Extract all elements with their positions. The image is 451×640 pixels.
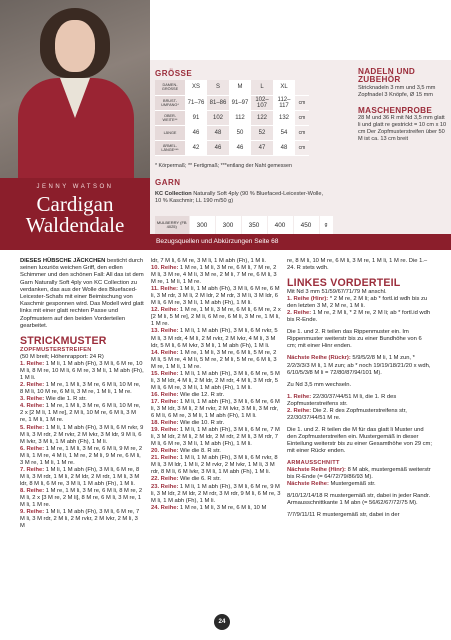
size-note: * Körpermaß; ** Fertigmaß; ***entlang der Naht gemessen xyxy=(155,163,292,169)
nadeln-text: Stricknadeln 3 mm und 3,5 mm Zopfnadel 3 Knöpfe, Ø 15 mm xyxy=(358,84,436,98)
size-row xyxy=(155,110,309,125)
yarn-table xyxy=(155,216,334,234)
size-cell: 46 xyxy=(229,140,251,155)
size-cell: 46 xyxy=(185,125,207,140)
size-row xyxy=(155,95,309,110)
yarn-row-label: MULBERRY (FB 4025) xyxy=(155,216,189,234)
photo-face xyxy=(55,20,95,72)
yarn-amount: 300 xyxy=(215,216,241,234)
pattern-row: 13. Reihe: 1 M li, 1 M abh (Fh), 3 M li, 6 M rvkr, 5 M li, 3 M rdr, 4 M li, 2 M rvkr, 2 M lvkr, 4 M li, 3 M ldr, 5 M li, 6 M lvkr, 3 M li, 1 M abh (Fh), 1 M li. xyxy=(151,328,278,349)
size-unit: cm xyxy=(295,110,309,125)
size-cell: S xyxy=(207,80,229,95)
garn-text: KC Collection Naturally Soft 4ply (90 % Bluefaced-Leicester-Wolle, 10 % Kaschmir; LL 190 m/50 g) xyxy=(155,191,324,204)
pattern-row: 21. Reihe: 1 M li, 1 M abh (Fh), 3 M li, 6 M rvkr, 8 M li, 3 M ldr, 1 M li, 2 M rvkr, 2 M lvkr, 1 M li, 3 M rdr, 8 M li, 6 M lvkr, 3 M li, 1 M abh (Fh), 1 M li. xyxy=(151,455,278,476)
armausschnitt-subheading: ARMAUSSCHNITT xyxy=(287,460,340,467)
yarn-amount: 300 xyxy=(189,216,215,234)
pattern-row: 2. Reihe: 1 M re, 2 M li, * 2 M re, 2 M li; ab * fortl.id wdh bis R-Ende. xyxy=(287,310,431,324)
size-cell: 132 xyxy=(273,110,295,125)
size-cell: 52 xyxy=(251,125,273,140)
pattern-row: 11. Reihe: 1 M li, 1 M abh (Fh), 3 M li, 6 M re, 6 M li, 3 M rdr, 3 M li, 2 M ldr, 2 M rdr, 3 M li, 3 M ldr, 6 M li, 6 M re, 3 M li, 1 M abh (Fh), 1 M li. xyxy=(151,286,280,307)
yarn-amount: 400 xyxy=(267,216,293,234)
size-cell: 91–97 xyxy=(229,95,251,110)
pattern-row: 7. Reihe: 1 M li, 1 M abh (Fh), 3 M li, 6 M re, 8 M li, 3 M rdr, 1 M li, 2 M ldr, 2 M rdr, 1 M li, 3 M ldr, 8 M li, 6 M re, 3 M li, 1 M abh (Fh), 1 M li. xyxy=(20,466,140,487)
column-3 xyxy=(287,258,432,519)
size-table xyxy=(155,80,309,156)
intro-paragraph: DIESES HÜBSCHE JÄCKCHEN besticht durch seinen luxuriös weichen Griff, den edlen Schimmer und den schönen Fall: All das ist dem Garn Naturally Soft 4ply von KC Collection zu verdanken, das aus der Wolle des Bluefaced-Leicester-Schafs mit einer Beimischung von Kaschmir gesponnen wird. Das Modell wird glatt links mit einer glatt rechten Passe und Zopfmustern auf den beiden Vorderteilen gearbeitet. xyxy=(20,258,144,329)
size-cell: 47 xyxy=(251,140,273,155)
armhole-continue: 7/7/9/11/11 R mustergemäß str, dabei in der xyxy=(287,512,400,519)
size-cell: 48 xyxy=(273,140,295,155)
armhole-decrease: 8/10/12/14/18 R mustergemäß str, dabei in jeder Randr. Armausschnittkante 1 M abn (= 56/62/67/72/75 M). xyxy=(287,493,431,507)
continued-text: ldr, 7 M li, 6 M re, 3 M li, 1 M abh (Fh), 1 M li. xyxy=(151,258,266,264)
needle-change: Zu Nd 3,5 mm wechseln. xyxy=(287,381,352,388)
pattern-row: 10. Reihe: 1 M re, 1 M li, 3 M re, 6 M li, 7 M re, 2 M li, 3 M re, 4 M li, 3 M re, 2 M li, 7 M re, 6 M li, 3 M re, 1 M li, 1 M re. xyxy=(151,265,277,286)
size-cell: XS xyxy=(185,80,207,95)
pattern-row: 1. Reihe: 22/30/37/44/51 M li, die 1. R des Zopfmusterstreifens str. xyxy=(287,393,397,407)
size-row xyxy=(155,125,309,140)
size-unit: cm xyxy=(295,125,309,140)
size-row-label: OBER-WEITE** xyxy=(155,110,185,125)
continued-text: re, 8 M li, 10 M re, 6 M li, 3 M re, 1 M li, 1 M re. Die 1.–24. R stets wdh. xyxy=(287,258,428,272)
size-cell: 102 xyxy=(207,110,229,125)
size-row xyxy=(155,140,309,155)
size-cell: 91 xyxy=(185,110,207,125)
cast-on: Mit Nd 3 mm 51/59/67/71/79 M anschl. xyxy=(287,289,387,296)
pattern-row: 17. Reihe: 1 M li, 1 M abh (Fh), 3 M li, 6 M re, 6 M li, 3 M ldr, 3 M li, 2 M rvkr, 2 M lvkr, 3 M li, 3 M rdr, 6 M li, 6 M re, 3 M li, 1 M abh (Fh), 1 M li. xyxy=(151,398,280,420)
size-row-label: LÄNGE xyxy=(155,125,185,140)
pattern-row: 8. Reihe: 1 M re, 1 M li, 3 M re, 6 M li, 8 M re, 2 M li, 2 x [3 M re, 2 M li], 8 M re, 6 M li, 3 M re, 1 M li, 1 M re. xyxy=(20,487,143,509)
size-cell: 46 xyxy=(207,140,229,155)
zopfmuster-subheading: ZOPFMUSTERSTREIFEN xyxy=(20,347,92,354)
groesse-heading: GRÖSSE xyxy=(155,69,193,78)
designer-name: JENNY WATSON xyxy=(36,184,114,190)
maschenprobe-heading: MASCHENPROBE xyxy=(358,105,433,115)
armhole-row-2: Nächste Reihe: Mustergemäß str. xyxy=(287,481,376,488)
pattern-row: 14. Reihe: 1 M re, 1 M li, 3 M re, 6 M li, 5 M re, 2 M li, 5 M re, 4 M li, 5 M re, 2 M li, 5 M re, 6 M li, 3 M re, 1 M li, 1 M re. xyxy=(151,349,277,370)
increase-row: Nächste Reihe (Rückr): 5/9/5/2/8 M li, 1 M zun, * 2/2/3/3/3 M li, 1 M zun; ab * noch 19/19/18/21/20 x wdh, 6/10/5/3/8 M li = 72/80/87/94/101 M). xyxy=(287,355,431,376)
yarn-unit: g xyxy=(319,216,333,234)
yarn-amount: 350 xyxy=(241,216,267,234)
nadeln-heading: NADELN UND ZUBEHÖR xyxy=(358,67,416,85)
page-number: 24 xyxy=(214,614,230,630)
pattern-row: 18. Reihe: Wie die 10. R str. xyxy=(151,420,225,427)
pattern-row: 24. Reihe: 1 M re, 1 M li, 3 M re, 6 M li, 10 M xyxy=(151,504,267,511)
pattern-row: 2. Reihe: 1 M re, 1 M li, 3 M re, 6 M li, 10 M re, 8 M li, 10 M re, 6 M li, 3 M re, 1 M li, 1 M re. xyxy=(20,382,141,396)
column-1 xyxy=(20,258,144,530)
col2-rows xyxy=(151,265,281,512)
size-cell: 71–76 xyxy=(185,95,207,110)
linkes-vorderteil-heading: LINKES VORDERTEIL xyxy=(287,277,401,290)
size-row xyxy=(155,80,309,95)
pattern-rows xyxy=(287,394,432,422)
bezugsquellen-link[interactable]: Bezugsquellen und Abkürzungen Seite 68 xyxy=(150,234,451,250)
col1-rows xyxy=(20,361,144,530)
size-cell: XL xyxy=(273,80,295,95)
yarn-amount: 450 xyxy=(293,216,319,234)
size-row-label: DAMEN-GRÖSSE xyxy=(155,80,185,95)
size-cell: L xyxy=(251,80,273,95)
size-unit xyxy=(295,80,309,95)
size-cell: 50 xyxy=(229,125,251,140)
size-cell: 112 xyxy=(229,110,251,125)
maschenprobe-text: 28 M und 36 R mit Nd 3,5 mm glatt li und glatt re gestrickt = 10 cm x 10 cm Der Zopfmusterstreifen über 50 M ist ca. 13 cm breit xyxy=(358,115,447,143)
size-unit: cm xyxy=(295,95,309,110)
pattern-row: 1. Reihe: 1 M li, 1 M abh (Fh), 3 M li, 6 M re, 10 M li, 8 M re, 10 M li, 6 M re, 3 M li, 1 M abh (Fh), 1 M li. xyxy=(20,361,144,382)
pattern-row: 16. Reihe: Wie die 12. R str. xyxy=(151,391,225,398)
column-2 xyxy=(151,258,281,512)
size-cell: 122 xyxy=(251,110,273,125)
pattern-row: 12. Reihe: 1 M re, 1 M li, 3 M re, 6 M li, 6 M re, 2 x [2 M li, 5 M re], 2 M li, 6 M re, 6 M li, 3 M re, 1 M li, 1 M re. xyxy=(151,307,281,328)
size-cell: 81–86 xyxy=(207,95,229,110)
rib-text: Die 1. und 2. R teilen das Rippenmuster ein. Im Rippenmuster weiterstr bis zu einer Bundhöhe von 6 cm; mit einer Hinr enden. xyxy=(287,329,422,350)
pattern-text: Die 1. und 2. R teilen die M für das glatt li Muster und den Zopfmusterstreifen ein. Mustergemäß in dieser Einteilung weiterstr bis zu einer Gesamthöhe von 29 cm; mit einer Rückr enden. xyxy=(287,426,432,454)
size-cell: M xyxy=(229,80,251,95)
size-cell: 112–117 xyxy=(273,95,295,110)
pattern-row: 3. Reihe: Wie die 1. R str. xyxy=(20,396,87,403)
pattern-row: 5. Reihe: 1 M li, 1 M abh (Fh), 3 M li, 6 M rvkr, 9 M li, 3 M rdr, 2 M rvkr, 2 M lvkr, 3 M ldr, 9 M li, 6 M lvkr, 3 M li, 1 M abh (Fh), 1 M li. xyxy=(20,424,144,445)
pattern-title: Cardigan Waldendale xyxy=(25,192,125,237)
garn-heading: GARN xyxy=(155,178,181,187)
pattern-row: 9. Reihe: 1 M li, 1 M abh (Fh), 3 M li, 6 M re, 7 M li, 3 M rdr, 2 M li, 2 M rvkr, 2 M lvkr, 2 M li, 3 M xyxy=(20,509,140,530)
pattern-row: 6. Reihe: 1 M re, 1 M li, 3 M re, 6 M li, 9 M re, 2 M li, 1 M re, 4 M li, 1 M re, 2 M li, 9 M re, 6 M li, 3 M re, 1 M li, 1 M re. xyxy=(20,445,143,466)
armhole-row: Nächste Reihe (Hinr): 8 M abk, mustergemäß weiterstr bis R-Ende (= 64/72/79/86/93 M). xyxy=(287,467,431,481)
pattern-row: 2. Reihe: Die 2. R des Zopfmusterstreifens str, 22/30/37/44/51 M re. xyxy=(287,407,407,421)
size-row-label: BRUST-UMFANG* xyxy=(155,95,185,110)
strickmuster-heading: STRICKMUSTER xyxy=(20,335,107,348)
size-cell: 102–107 xyxy=(251,95,273,110)
zopfmuster-note: (50 M breit; Höhenrapport: 24 R) xyxy=(20,354,104,361)
size-cell: 42 xyxy=(185,140,207,155)
right-info-column xyxy=(358,68,448,151)
size-row-label: ÄRMEL-LÄNGE*** xyxy=(155,140,185,155)
size-cell: 54 xyxy=(273,125,295,140)
size-unit: cm xyxy=(295,140,309,155)
pattern-row: 20. Reihe: Wie die 8. R str. xyxy=(151,448,221,455)
pattern-row: 19. Reihe: 1 M li, 1 M abh (Fh), 3 M li, 6 M re, 7 M li, 3 M ldr, 2 M li, 2 M ldr, 2 M rdr, 2 M li, 3 M rdr, 7 M li, 6 M re, 3 M li, 1 M abh (Fh), 1 M li. xyxy=(151,427,280,448)
size-cell: 48 xyxy=(207,125,229,140)
pattern-row: 4. Reihe: 1 M re, 1 M li, 3 M re, 6 M li, 10 M re, 2 x [2 M li, 1 M re], 2 M li, 10 M re, 6 M li, 3 M re, 1 M li, 1 M re. xyxy=(20,403,141,424)
rib-rows xyxy=(287,296,432,324)
pattern-row: 22. Reihe: Wie die 6. R str. xyxy=(151,476,221,483)
pattern-row: 1. Reihe (Hinr): * 2 M re, 2 M li; ab * fortl.id wdh bis zu den letzten 3 M, 2 M re, 1 M li. xyxy=(287,296,428,310)
pattern-row: 23. Reihe: 1 M li, 1 M abh (Fh), 3 M li, 6 M re, 9 M li, 3 M ldr, 2 M ldr, 2 M rdr, 3 M rdr, 9 M li, 6 M re, 3 M li, 1 M abh (Fh), 1 M li. xyxy=(151,483,281,504)
pattern-row: 15. Reihe: 1 M li, 1 M abh (Fh), 3 M li, 6 M re, 5 M li, 3 M ldr, 4 M li, 2 M ldr, 2 M rdr, 4 M li, 3 M rdr, 5 M li, 6 M re, 3 M li, 1 M abh (Fh), 1 M li. xyxy=(151,370,280,391)
